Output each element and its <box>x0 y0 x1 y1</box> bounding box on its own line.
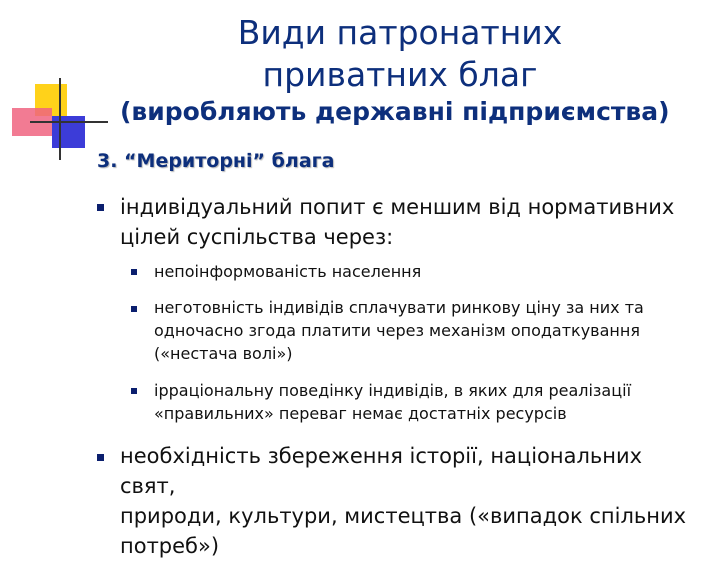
sub-bullet-3-text <box>154 379 714 425</box>
sub-bullet-2-text <box>154 296 714 365</box>
bullet-1-line-1: індивідуальний попит є меншим від нормативних <box>120 195 675 219</box>
sub-bullet-marker <box>131 306 137 312</box>
sub-bullet-1-line-1: непоінформованість населення <box>154 262 422 281</box>
decorative-squares-graphic <box>0 0 120 170</box>
bullet-2-text <box>120 441 690 561</box>
sub-bullet-3-line-2: «правильних» переваг немає достатніх ресурсів <box>154 404 567 423</box>
deco-blue-square <box>52 116 85 148</box>
bullet-1-line-2: цілей суспільства через: <box>120 225 394 249</box>
bullet-marker <box>97 204 104 211</box>
bullet-1-text <box>120 192 690 252</box>
slide-title <box>190 12 610 96</box>
bullet-2-line-2: природи, культури, мистецтва («випадок спільних <box>120 504 687 528</box>
bullet-2-line-1: необхідність збереження історії, національних свят, <box>120 444 643 498</box>
title-line-2: приватних благ <box>262 55 538 94</box>
sub-bullet-2-line-2: одночасно згода платити через механізм оподаткування <box>154 321 640 340</box>
bullet-marker <box>97 454 104 461</box>
sub-bullet-2-line-3: («нестача волі») <box>154 344 293 363</box>
slide-subtitle: (виробляють державні підприємства) <box>120 97 670 126</box>
section-heading: 3. “Мериторні” блага <box>97 150 335 172</box>
title-line-1: Види патронатних <box>237 13 563 52</box>
sub-bullet-3-line-1: ірраціональну поведінку індивідів, в яких для реалізації <box>154 381 632 400</box>
sub-bullet-marker <box>131 388 137 394</box>
sub-bullet-marker <box>131 269 137 275</box>
sub-bullet-1-text <box>154 260 714 283</box>
sub-bullet-2-line-1: неготовність індивідів сплачувати ринкову ціну за них та <box>154 298 644 317</box>
bullet-2-line-3: потреб») <box>120 534 220 558</box>
